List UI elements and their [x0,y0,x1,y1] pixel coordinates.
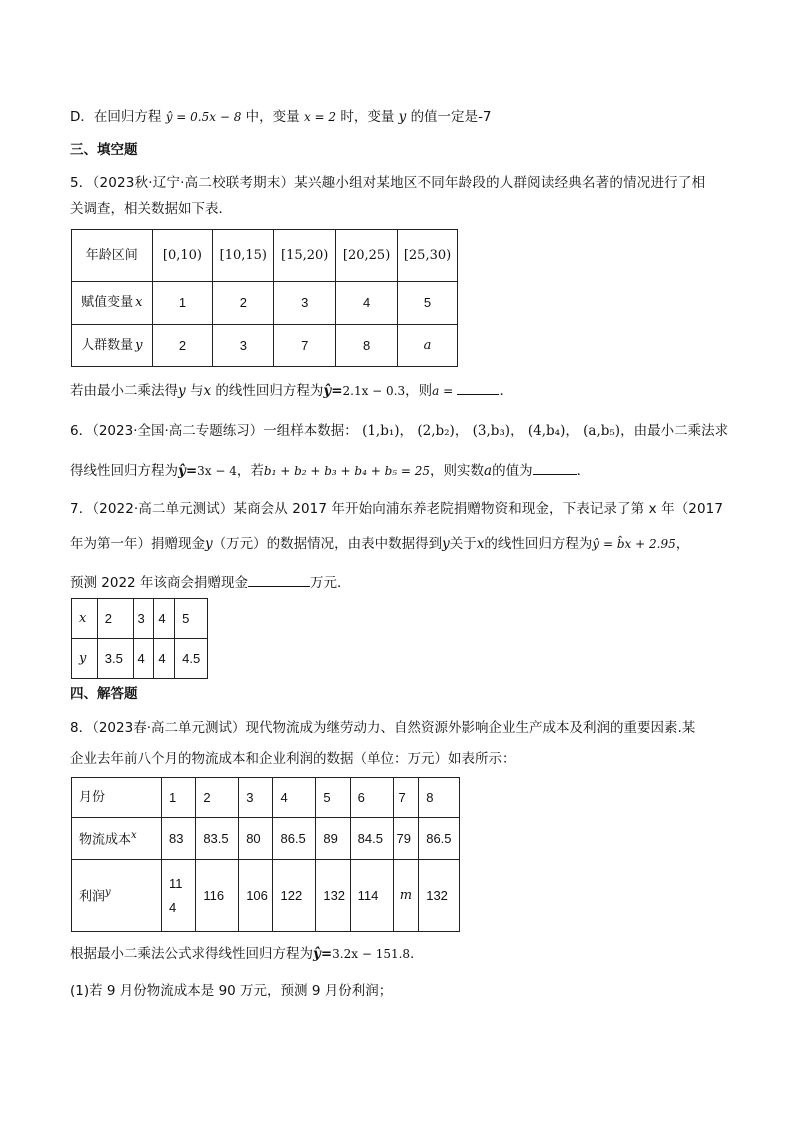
answer-blank[interactable] [533,460,577,475]
table-row: y 3.5 4 4 4.5 [72,639,208,679]
table-row: 月份 1 2 3 4 5 6 7 8 [72,778,460,818]
q5-answer-line: 若由最小二乘法得y 与x 的线性回归方程为ŷ=2.1x − 0.3，则a = ． [70,380,513,401]
q6-line1: 6．（2023·全国·高二专题练习）一组样本数据： (1,b₁)， (2,b₂)， (3,b₃)， (4,b₄)， (a,b₅)，由最小二乘法求 [70,423,729,439]
q5-line1: 5．（2023秋·辽宁·高二校联考期末）某兴趣小组对某地区不同年龄段的人群阅读经典名著的情况进行了相 [70,175,706,191]
section-title-solve: 四、解答题 [70,686,138,702]
table-row: 人群数量 y 2 3 7 8 a [72,325,458,367]
table-row: x 2 3 4 5 [72,599,208,639]
hat-y-symbol: ŷ= [313,946,333,962]
q8-regression-line: 根据最小二乘法公式求得线性回归方程为ŷ=3.2x − 151.8. [70,946,415,962]
q7-line3: 预测 2022 年该商会捐赠现金 万元． [70,572,350,593]
q6-line2: 得线性回归方程为ŷ=3x − 4，若b₁ + b₂ + b₃ + b₄ + b₅ = 25，则实数a的值为 ． [70,460,590,481]
q5-line2: 关调查，相关数据如下表． [70,201,232,217]
q8-table [71,777,460,932]
q8-line2: 企业去年前八个月的物流成本和企业利润的数据（单位：万元）如表所示： [70,751,516,767]
option-d: D．在回归方程 ŷ = 0.5x − 8 中，变量 x = 2 时，变量 y 的值一定是-7 [70,109,492,125]
section-title-fill-in: 三、填空题 [70,142,138,158]
hat-y-symbol: ŷ= [178,463,198,479]
table-row: 利润$^y$ 11 4 116 106 122 132 114 m 132 [72,860,460,932]
table-row: 年龄区间 [0,10) [10,15) [15,20) [20,25) [25,30) [72,230,458,282]
table-row: 物流成本$^x$ 83 83.5 80 86.5 89 84.5 79 86.5 [72,818,460,860]
q8-line1: 8．（2023春·高二单元测试）现代物流成为继劳动力、自然资源外影响企业生产成本及利润的重要因素.某 [70,720,696,736]
answer-blank[interactable] [457,380,499,395]
q8-sub1: (1)若 9 月份物流成本是 90 万元，预测 9 月份利润； [70,983,393,999]
table-row: 赋值变量 x 1 2 3 4 5 [72,282,458,325]
hat-y-symbol: ŷ= [323,383,343,399]
equation: ŷ = 0.5x − 8 [165,110,242,124]
answer-blank[interactable] [248,572,310,587]
q7-line2: 年为第一年）捐赠现金y（万元）的数据情况，由表中数据得到y关于x的线性回归方程为ŷ = b̂x + 2.95， [70,536,690,552]
q5-table [71,229,458,367]
q7-table [71,598,208,679]
q7-line1: 7．（2022·高二单元测试）某商会从 2017 年开始向浦东养老院捐赠物资和现金，下表记录了第 x 年（2017 [70,501,724,517]
